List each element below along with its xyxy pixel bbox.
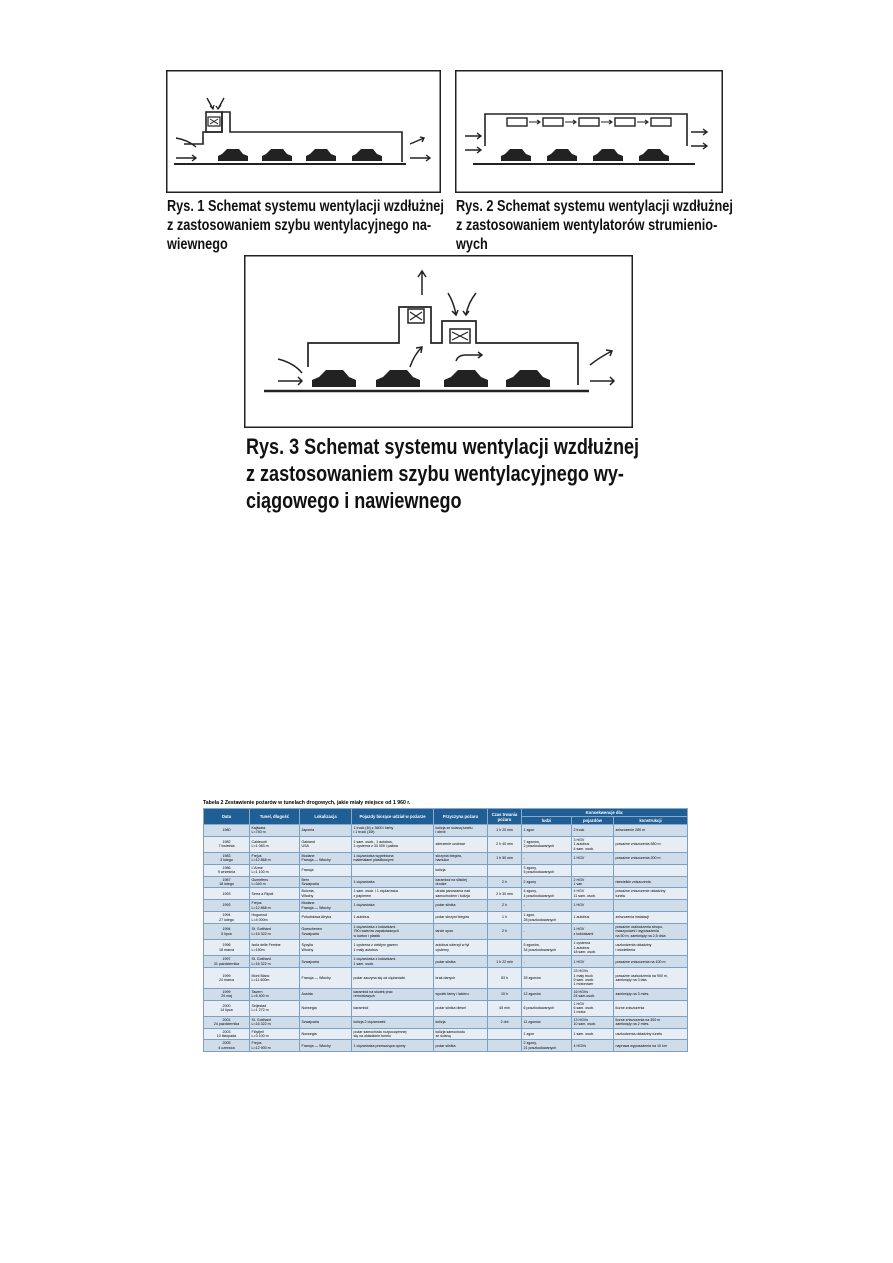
cell-cause: kolizja samochodu ze ścianą xyxy=(434,1028,488,1040)
cell-location: Francja xyxy=(300,864,352,876)
header-duration: Czas trwania pożaru xyxy=(488,809,522,825)
cell-people: 39 zgonów xyxy=(522,968,572,989)
cell-date: 1983 3 lutego xyxy=(204,853,250,865)
cell-vehicles: 1 autobus xyxy=(352,912,434,924)
cell-vehicles-damaged: 1 cysterna 1 autobus 18 sam. osob. xyxy=(572,940,614,956)
cell-vehicles: 1 ciężarówka xyxy=(352,900,434,912)
cell-duration: 53 h xyxy=(488,968,522,989)
cell-vehicles-damaged: 16 HGVs 24 sam.osob. xyxy=(572,988,614,1000)
cell-duration: 1 h 20 min xyxy=(488,825,522,837)
cell-people: - xyxy=(522,853,572,865)
cell-location: Francja — Włochy xyxy=(300,1040,352,1052)
cell-vehicles-damaged: 13 HGVs 10 sam. osob. xyxy=(572,1016,614,1028)
caption-line: z zastosowaniem szybu wentylacyjnego na- xyxy=(167,217,432,234)
cell-people: 1 zgon xyxy=(522,1028,572,1040)
table-row xyxy=(204,1000,688,1016)
subheader-vehicles: pojazdów xyxy=(572,817,614,825)
cell-vehicles-damaged: 23 HGVs 1 mały truck 9 sam. osob. 1 motorower xyxy=(572,968,614,989)
cell-vehicles xyxy=(352,864,434,876)
figure-3-diagram xyxy=(244,255,633,428)
cell-tunnel: Gumefens L=340 m xyxy=(250,876,300,888)
cell-vehicles: 1 ciężarówka przewożąca opony xyxy=(352,1040,434,1052)
figure-2-diagram xyxy=(455,70,723,193)
cell-location: Bern Szwajcaria xyxy=(300,876,352,888)
cell-vehicles: karambol xyxy=(352,1000,434,1016)
cell-location: Goeschenen Szwajcaria xyxy=(300,923,352,939)
cell-people: 1 zgon xyxy=(522,825,572,837)
table-row xyxy=(204,940,688,956)
cell-tunnel: Caldecott L=1 083 m xyxy=(250,836,300,852)
cell-people: 7 zgonów, 2 poszkodowanych xyxy=(522,836,572,852)
cell-duration: 45 min xyxy=(488,1000,522,1016)
cell-date: 1997 31 października xyxy=(204,956,250,968)
header-cause: Przyczyna pożaru xyxy=(434,809,488,825)
cell-duration: 1 h 50 min xyxy=(488,853,522,865)
cell-structure: naprawa wyposażenia na 10 km xyxy=(614,1040,688,1052)
cell-cause: kolizja xyxy=(434,864,488,876)
cell-vehicles: pożar samochodu rozpoczętmnej się na okładzinie tunelu xyxy=(352,1028,434,1040)
cell-cause: brak danych xyxy=(434,968,488,989)
table-row xyxy=(204,1028,688,1040)
cell-vehicles-damaged: 1 HGV xyxy=(572,956,614,968)
table-body xyxy=(204,825,688,1052)
cell-duration xyxy=(488,1028,522,1040)
cell-duration: 2 h 40 min xyxy=(488,836,522,852)
caption-line: wiewnego xyxy=(167,236,228,253)
cell-tunnel: Seljestad L=1 272 m xyxy=(250,1000,300,1016)
cell-date: 1986 9 września xyxy=(204,864,250,876)
cell-date: 1996 18 marca xyxy=(204,940,250,956)
cell-vehicles-damaged: 1 HGV z lodówkami xyxy=(572,923,614,939)
table-row xyxy=(204,912,688,924)
cell-vehicles: 1 ciężarówka z lodówkami 750 rowerów zapakowanych w karton i plastik xyxy=(352,923,434,939)
cell-vehicles: 1 truck (4t) z 3600 l farby i 1 truck (10t) xyxy=(352,825,434,837)
cell-date: 1994 5 lipca xyxy=(204,923,250,939)
table-row xyxy=(204,923,688,939)
header-vehicles: Pojazdy biorące udział w pożarze xyxy=(352,809,434,825)
cell-people: - xyxy=(522,923,572,939)
cell-vehicles-damaged: 3 HGV 1 autobus 4 sam. osob. xyxy=(572,836,614,852)
cell-duration: 2 h xyxy=(488,876,522,888)
cell-duration xyxy=(488,940,522,956)
caption-line: z zastosowaniem wentylatorów strumienio- xyxy=(456,217,718,234)
cell-people: 1 zgon, 28 poszkodowanych xyxy=(522,912,572,924)
cell-tunnel: Huguenot L=4 000m xyxy=(250,912,300,924)
cell-date: 1999 24 marca xyxy=(204,968,250,989)
table-title: Tabela 2 Zestawienie pożarów w tunelach drogowych, jakie miały miejsce od 1 960 r. xyxy=(203,800,411,806)
caption-line: wych xyxy=(456,236,488,253)
cell-structure: poważne uszkodzenia stropu, maszynowni i wyposażenia na 50 m, zamknięty na 2,5 dnia xyxy=(614,923,688,939)
cell-structure: poważne zniszczenia 200 m xyxy=(614,853,688,865)
cell-vehicles-damaged: 4 HGV 11 sam. osob. xyxy=(572,888,614,900)
caption-line: ciągowego i nawiewnego xyxy=(246,488,462,513)
cell-structure: liczne zniszczenia na 300 m zamknięty na 2 mies. xyxy=(614,1016,688,1028)
cell-date: 2005 4 czerwca xyxy=(204,1040,250,1052)
cell-tunnel: Tauern L=6 400 m xyxy=(250,988,300,1000)
subheader-people: ludzi xyxy=(522,817,572,825)
cell-location: Modane Francja — Włochy xyxy=(300,853,352,865)
cell-date: 1982 7 kwietnia xyxy=(204,836,250,852)
cell-duration: 15 h xyxy=(488,988,522,1000)
table-row xyxy=(204,876,688,888)
cell-people: 4 zgony, 4 poszkodowanych xyxy=(522,888,572,900)
figure-1-caption xyxy=(167,197,444,254)
cell-cause: pożar silnika xyxy=(434,1040,488,1052)
cell-vehicles: kolizja 2 ciężarówek xyxy=(352,1016,434,1028)
cell-vehicles-damaged: 2 truck xyxy=(572,825,614,837)
cell-location: Szwajcaria xyxy=(300,956,352,968)
cell-vehicles: pożar zaczyna się od ciężarówki xyxy=(352,968,434,989)
cell-vehicles-damaged: 1 HGV xyxy=(572,853,614,865)
cell-tunnel: Kajiwara L=740 m xyxy=(250,825,300,837)
cell-tunnel: St. Gotthard L=16 322 m xyxy=(250,923,300,939)
cell-location: Norwegia xyxy=(300,1028,352,1040)
cell-vehicles: 1 sam. osob., 1 autobus, 1 cysterna z 33 000 l paliwa xyxy=(352,836,434,852)
table-row xyxy=(204,1040,688,1052)
caption-line: Rys. 2 Schemat systemu wentylacji wzdłużnej xyxy=(456,198,733,215)
caption-line: Rys. 3 Schemat systemu wentylacji wzdłużnej xyxy=(246,434,640,459)
cell-structure: liczne zniszczenia xyxy=(614,1000,688,1016)
cell-people: - xyxy=(522,956,572,968)
table-row xyxy=(204,864,688,876)
cell-people: 11 zgonów xyxy=(522,1016,572,1028)
cell-tunnel: St. Gotthard L=16 322 m xyxy=(250,1016,300,1028)
caption-line: Rys. 1 Schemat systemu wentylacji wzdłużnej xyxy=(167,198,444,215)
cell-structure: zniszczenie 280 m xyxy=(614,825,688,837)
header-consequences: Konsekwencje dla: xyxy=(522,809,688,817)
cell-date: 1980 xyxy=(204,825,250,837)
cell-location: Francja — Włochy xyxy=(300,968,352,989)
cell-location: Japonia xyxy=(300,825,352,837)
table-row xyxy=(204,900,688,912)
cell-vehicles: 1 sam. osob. i 1 ciężarówka z papierem xyxy=(352,888,434,900)
cell-cause: pożar skrzyni biegów xyxy=(434,912,488,924)
cell-cause: pożar silnika xyxy=(434,900,488,912)
cell-date: 1994 27 lutego xyxy=(204,912,250,924)
cell-vehicles-damaged: 1 sam. osob. xyxy=(572,1028,614,1040)
cell-duration: 2 h xyxy=(488,900,522,912)
subheader-structure: konstrukcji xyxy=(614,817,688,825)
cell-duration: 1 h xyxy=(488,912,522,924)
cell-vehicles: 1 cysterna z ciekłym gazem 1 mały autobus xyxy=(352,940,434,956)
cell-duration xyxy=(488,1040,522,1052)
figure-3-caption xyxy=(246,433,639,514)
cell-structure: niewielkie zniszczenia xyxy=(614,876,688,888)
table-row xyxy=(204,968,688,989)
table-row xyxy=(204,836,688,852)
cell-duration: 1 h 22 min xyxy=(488,956,522,968)
cell-date: 1993 xyxy=(204,888,250,900)
table-row xyxy=(204,988,688,1000)
cell-structure: uszkodzenia okładziny tunelu xyxy=(614,1028,688,1040)
cell-structure: poważne uszkodzenia na 900 m, zamknięty na 3 lata xyxy=(614,968,688,989)
cell-location: Bolonia, Włochy xyxy=(300,888,352,900)
header-data: Data xyxy=(204,809,250,825)
header-tunnel: Tunel, długość xyxy=(250,809,300,825)
cell-people: 5 zgonów, 34 poszkodowanych xyxy=(522,940,572,956)
cell-tunnel: L'Arme L=1 100 m xyxy=(250,864,300,876)
cell-vehicles: 1 ciężarówka wypełniona materiałami plastikowymi xyxy=(352,853,434,865)
cell-people: 12 zgonów xyxy=(522,988,572,1000)
cell-duration xyxy=(488,864,522,876)
cell-cause: pożar silnika xyxy=(434,956,488,968)
cell-duration: 2 h xyxy=(488,923,522,939)
cell-cause: kolizja xyxy=(434,1016,488,1028)
cell-structure: poważne zniszczenia 580 m xyxy=(614,836,688,852)
cell-duration: 2 h 30 min xyxy=(488,888,522,900)
cell-date: 1993 xyxy=(204,900,250,912)
cell-date: 2003 10 listopada xyxy=(204,1028,250,1040)
cell-structure xyxy=(614,864,688,876)
figure-2-caption xyxy=(456,197,733,254)
cell-vehicles: karambol na skutek prac remontowych xyxy=(352,988,434,1000)
cell-vehicles-damaged: 4 HGVs xyxy=(572,1040,614,1052)
cell-cause: zderzenie czołowe xyxy=(434,836,488,852)
cell-vehicles-damaged: 2 HGV 1 van xyxy=(572,876,614,888)
cell-cause: autobus uderzył w tył cysterny xyxy=(434,940,488,956)
figure-1-diagram xyxy=(166,70,441,193)
table-row xyxy=(204,853,688,865)
cell-cause: skrzynia biegów, hamulce xyxy=(434,853,488,865)
cell-people: 2 zgony xyxy=(522,876,572,888)
cell-people: 6 poszkodowanych xyxy=(522,1000,572,1016)
cell-tunnel: St. Gotthard L=16 322 m xyxy=(250,956,300,968)
cell-location: Oakland USA xyxy=(300,836,352,852)
cell-location: Modane Francja — Włochy xyxy=(300,900,352,912)
cell-location: Szwajcaria xyxy=(300,1016,352,1028)
header-location: Lokalizacja xyxy=(300,809,352,825)
cell-cause: wyciek farby i lakieru xyxy=(434,988,488,1000)
cell-vehicles-damaged xyxy=(572,864,614,876)
cell-date: 1999 29 maj xyxy=(204,988,250,1000)
cell-date: 2001 24 października xyxy=(204,1016,250,1028)
cell-structure: poważne zniszczenie okładziny tunelu xyxy=(614,888,688,900)
cell-structure: uszkodzenia okładziny i oświetlenia xyxy=(614,940,688,956)
cell-tunnel: Frejus L=12 868 m xyxy=(250,900,300,912)
cell-location: Austria xyxy=(300,988,352,1000)
cell-tunnel: Isola delle Femine L=150m xyxy=(250,940,300,956)
table-row xyxy=(204,1016,688,1028)
cell-vehicles-damaged: 1 autobus xyxy=(572,912,614,924)
cell-tunnel: Frejus L=12 868 m xyxy=(250,853,300,865)
cell-duration: 2 dni xyxy=(488,1016,522,1028)
cell-vehicles-damaged: 1 HGV 6 sam. osob. 1 motor xyxy=(572,1000,614,1016)
cell-location: Południowa Afryka xyxy=(300,912,352,924)
cell-cause: kolizja ze ścianą tunelu i obrót xyxy=(434,825,488,837)
cell-tunnel: Frejus L=12 900 m xyxy=(250,1040,300,1052)
table-row xyxy=(204,888,688,900)
fire-table xyxy=(203,800,687,1052)
caption-line: z zastosowaniem szybu wentylacyjnego wy- xyxy=(246,461,624,486)
cell-tunnel: Mont Blanc L=11 600m xyxy=(250,968,300,989)
cell-tunnel: Flöyfjell L=3 100 m xyxy=(250,1028,300,1040)
cell-structure: zamknięty na 3 mies. xyxy=(614,988,688,1000)
cell-date: 1987 18 lutego xyxy=(204,876,250,888)
cell-tunnel: Serra a Ripoli xyxy=(250,888,300,900)
cell-cause: tarcie opon xyxy=(434,923,488,939)
cell-structure: poważne zniszczenia na 100 m xyxy=(614,956,688,968)
cell-cause: pożar silnika diesel xyxy=(434,1000,488,1016)
fire-incidents-table xyxy=(203,808,688,1052)
cell-structure xyxy=(614,900,688,912)
table-row xyxy=(204,956,688,968)
cell-cause: utrata panowania nad samochodem i kolizja xyxy=(434,888,488,900)
cell-location: Sycylia Włochy xyxy=(300,940,352,956)
cell-vehicles: 1 ciężarówka xyxy=(352,876,434,888)
cell-vehicles-damaged: 1 HGV xyxy=(572,900,614,912)
table-row xyxy=(204,825,688,837)
cell-people: 2 zgony, 21 poszkodowanych xyxy=(522,1040,572,1052)
cell-people: - xyxy=(522,900,572,912)
cell-vehicles: 1 ciężarówka z lodówkami 1 sam. osob. xyxy=(352,956,434,968)
cell-cause: karambol na śliskiej drodze xyxy=(434,876,488,888)
cell-structure: zniszczenia instalacji xyxy=(614,912,688,924)
cell-date: 2000 14 lipca xyxy=(204,1000,250,1016)
cell-location: Norwegia xyxy=(300,1000,352,1016)
cell-people: 3 zgony, 5 poszkodowanych xyxy=(522,864,572,876)
